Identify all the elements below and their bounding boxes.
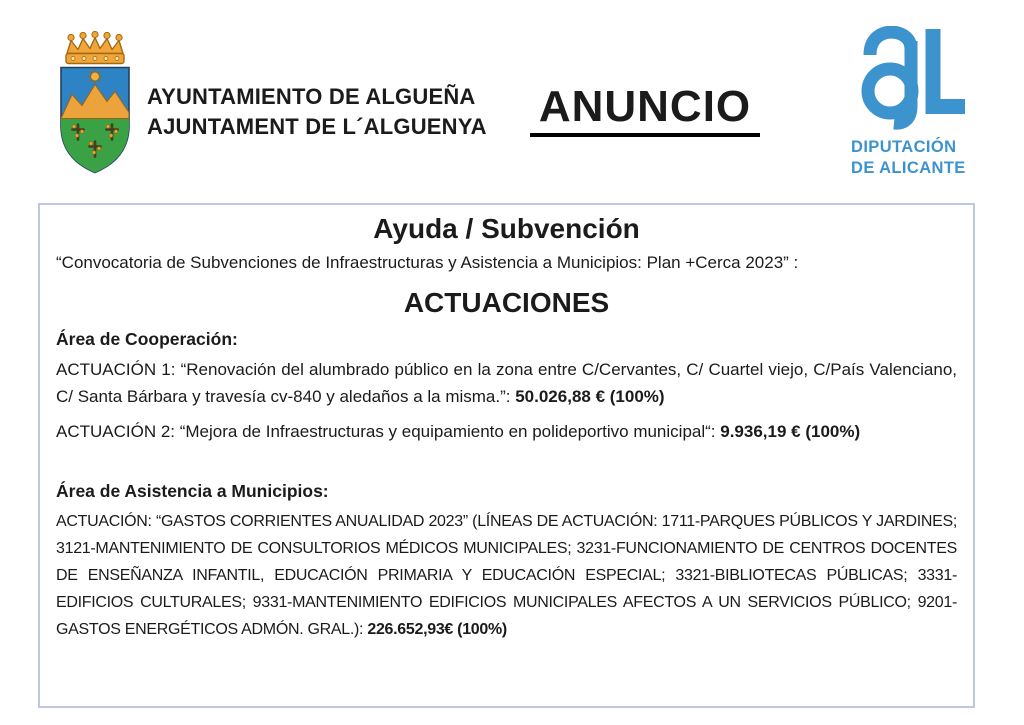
announcement-headline: ANUNCIO [530,84,760,137]
actuacion-gastos-paragraph [56,508,957,643]
actuacion-1-paragraph [56,356,957,410]
actuacion-2-paragraph [56,418,957,445]
actuacion-1-text: ACTUACIÓN 1: “Renovación del alumbrado público en la zona entre C/Cervantes, C/ Cuartel viejo, C/País Valenciano, C/ Santa Bárbara y travesía cv-840 y aledaños a la misma.”: [56,360,957,406]
actuacion-2-text: ACTUACIÓN 2: “Mejora de Infraestructuras y equipamiento en polideportivo municipal“: [56,422,721,441]
org-names [147,82,487,142]
org-name-valencian: AJUNTAMENT DE L´ALGUENYA [147,114,487,139]
crown-icon [66,31,124,63]
diputacion-label-line2: DE ALICANTE [851,159,966,177]
alguena-coat-of-arms-icon [45,26,145,176]
announcement-headline-wrap [495,84,795,137]
announcement-body-box [38,203,975,708]
actuacion-1-amount: 50.026,88 € (100%) [515,387,665,406]
area-heading-asistencia: Área de Asistencia a Municipios: [56,481,329,501]
diputacion-logo [851,26,981,179]
doc-title: Ayuda / Subvención [373,213,640,244]
diputacion-label [851,137,981,179]
org-name-spanish: AYUNTAMIENTO DE ALGUEÑA [147,84,476,109]
diputacion-alicante-icon [857,26,969,130]
area-heading-cooperacion: Área de Cooperación: [56,329,238,349]
doc-section-title: ACTUACIONES [403,287,610,318]
actuacion-gastos-amount: 226.652,93€ (100%) [367,621,507,638]
diputacion-label-line1: DIPUTACIÓN [851,138,957,156]
shield-icon [61,68,129,175]
doc-subtitle: “Convocatoria de Subvenciones de Infraestructuras y Asistencia a Municipios: Plan +Cerca 2023” : [56,253,799,272]
actuacion-2-amount: 9.936,19 € (100%) [720,422,861,441]
actuacion-gastos-text: ACTUACIÓN: “GASTOS CORRIENTES ANUALIDAD 2023” (LÍNEAS DE ACTUACIÓN: 1711-PARQUES PÚBLICOS Y JARDINES; 3121-MANTENIMIENTO DE CONSULTORIOS MÉDICOS MUNICIPALES; 3231-FUNCIONAMIENTO DE CENTROS DOCENTES DE ENSEÑANZA INFANTIL, EDUCACIÓN PRIMARIA Y EDUCACIÓN ESPECIAL; 3321-BIBLIOTECAS PÚBLICAS; 3331-EDIFICIOS CULTURALES; 9331-MANTENIMIENTO EDIFICIOS MUNICIPALES AFECTOS A UN SERVICIOS PÚBLICO; 9201-GASTOS ENERGÉTICOS ADMÓN. GRAL.): [56,513,957,638]
